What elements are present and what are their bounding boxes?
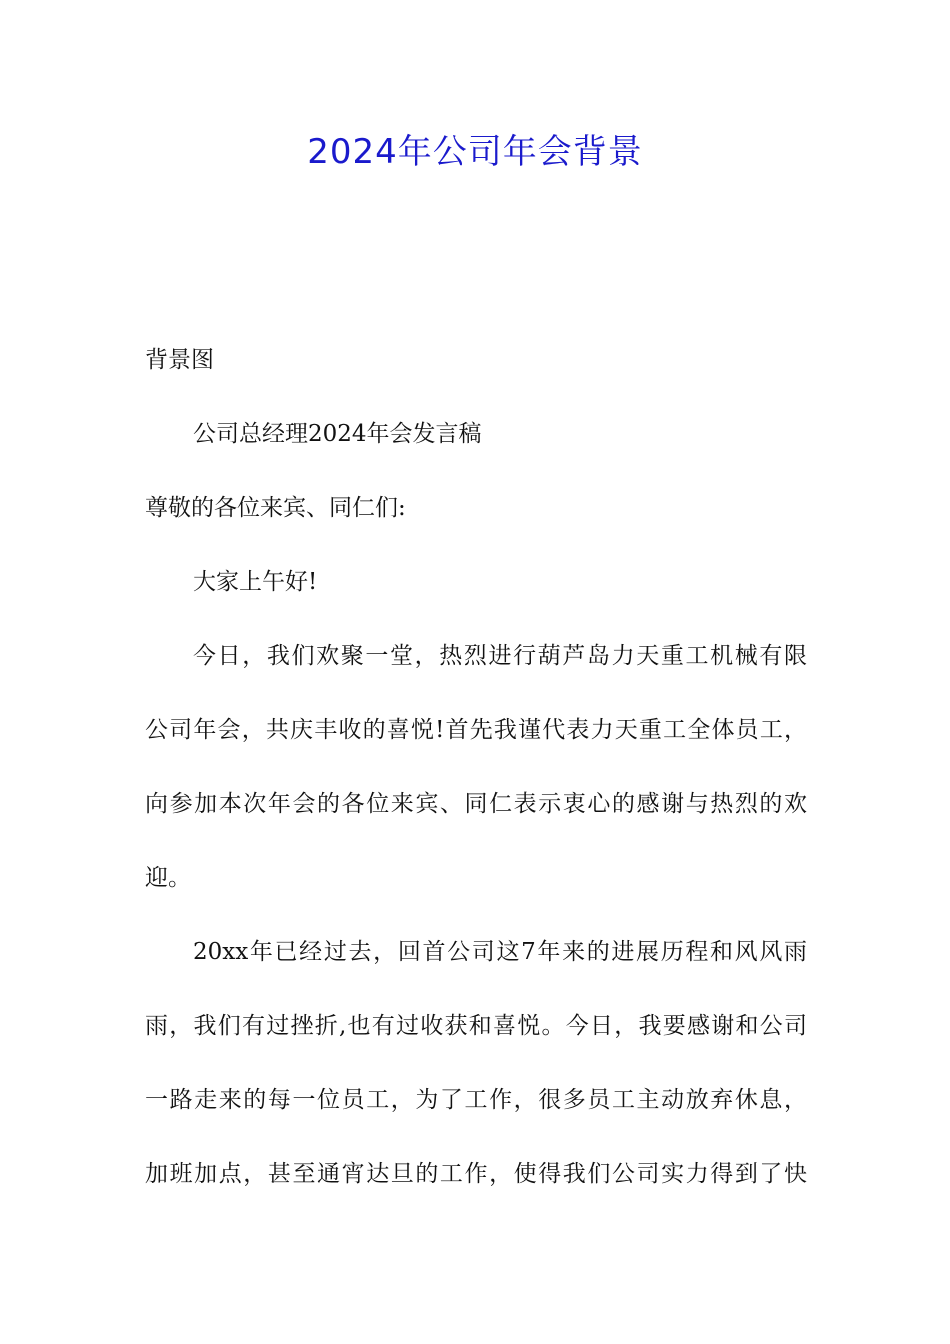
speech-title: 公司总经理2024年会发言稿 bbox=[193, 421, 482, 447]
document-title: 2024年公司年会背景 bbox=[307, 132, 643, 172]
greeting: 大家上午好! bbox=[193, 569, 318, 595]
paragraph-2-line: 20xx年已经过去，回首公司这7年来的进展历程和风风雨 bbox=[193, 939, 807, 965]
paragraph-1-line: 今日，我们欢聚一堂，热烈进行葫芦岛力天重工机械有限 bbox=[193, 643, 807, 669]
paragraph-1-line: 向参加本次年会的各位来宾、同仁表示衷心的感谢与热烈的欢 bbox=[145, 791, 807, 817]
document-body bbox=[145, 336, 807, 1224]
paragraph-2 bbox=[145, 928, 807, 1199]
paragraph-2-line: 加班加点，甚至通宵达旦的工作，使得我们公司实力得到了快 bbox=[145, 1161, 807, 1187]
section-label: 背景图 bbox=[145, 347, 214, 373]
paragraph-2-line: 雨，我们有过挫折,也有过收获和喜悦。今日，我要感谢和公司 bbox=[145, 1013, 807, 1039]
paragraph-1-line: 公司年会，共庆丰收的喜悦!首先我谨代表力天重工全体员工， bbox=[145, 717, 807, 743]
paragraph-1-line: 迎。 bbox=[145, 865, 191, 891]
salutation: 尊敬的各位来宾、同仁们: bbox=[145, 495, 406, 521]
paragraph-1 bbox=[145, 632, 807, 903]
paragraph-2-line: 一路走来的每一位员工，为了工作，很多员工主动放弃休息， bbox=[145, 1087, 807, 1113]
